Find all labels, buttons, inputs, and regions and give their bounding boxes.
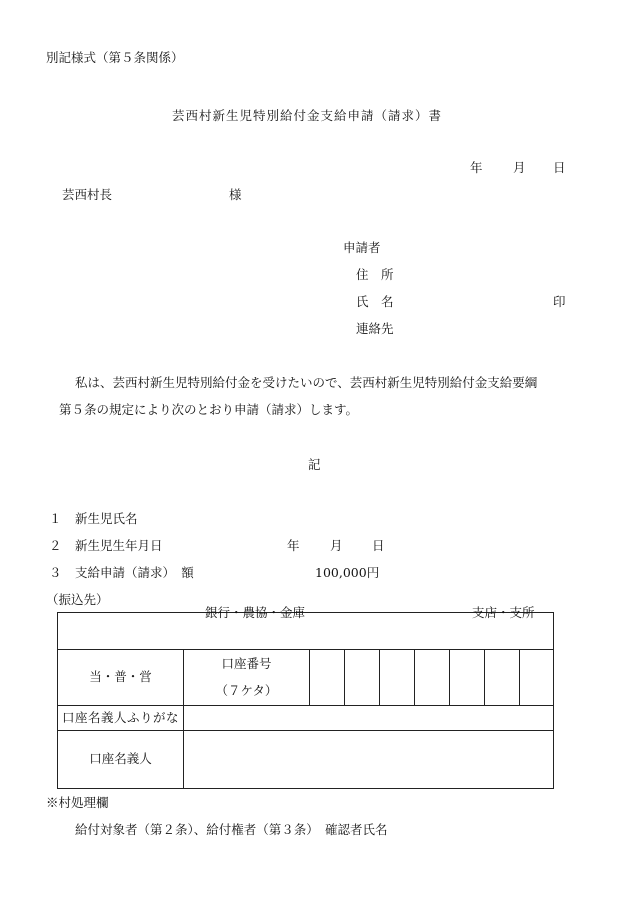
applicant-address-label: 住 所 bbox=[356, 267, 394, 282]
item-3-label: 支給申請（請求） 額 bbox=[75, 565, 194, 580]
date-month: 月 bbox=[513, 160, 526, 175]
holder-label: 口座名義人 bbox=[58, 731, 184, 789]
item-2-year: 年 bbox=[287, 538, 300, 553]
body-text-line-1: 私は、芸西村新生児特別給付金を受けたいので、芸西村新生児特別給付金支給要綱 bbox=[75, 375, 538, 390]
item-2-label: 新生児生年月日 bbox=[75, 538, 163, 553]
bank-types: 銀行・農協・金庫 bbox=[205, 605, 306, 620]
account-digit-box[interactable] bbox=[450, 650, 485, 706]
body-text-line-2: 第５条の規定により次のとおり申請（請求）します。 bbox=[59, 402, 359, 417]
holder-kana-field[interactable] bbox=[184, 706, 554, 731]
form-label: 別記様式（第５条関係） bbox=[46, 50, 184, 65]
addressee-name: 芸西村長 bbox=[62, 187, 113, 202]
applicant-heading: 申請者 bbox=[343, 240, 381, 255]
item-2-month: 月 bbox=[330, 538, 343, 553]
date-day: 日 bbox=[553, 160, 566, 175]
item-1-label: 新生児氏名 bbox=[75, 511, 138, 526]
ki-heading: 記 bbox=[308, 457, 321, 472]
account-digit-box[interactable] bbox=[520, 650, 554, 706]
account-digit-box[interactable] bbox=[380, 650, 415, 706]
item-1-number: １ bbox=[49, 511, 62, 526]
account-number-hint: （７ケタ） bbox=[215, 683, 278, 698]
account-number-label-cell bbox=[184, 650, 310, 706]
account-type-cell[interactable] bbox=[58, 650, 184, 706]
account-number-label: 口座番号 bbox=[221, 655, 272, 671]
document-title: 芸西村新生児特別給付金支給申請（請求）書 bbox=[172, 108, 443, 123]
holder-name-field[interactable] bbox=[184, 731, 554, 789]
addressee-honorific: 様 bbox=[229, 187, 242, 202]
applicant-name-label: 氏 名 bbox=[356, 294, 394, 309]
account-digit-box[interactable] bbox=[310, 650, 345, 706]
branch-types: 支店・支所 bbox=[472, 605, 535, 620]
account-digit-box[interactable] bbox=[485, 650, 520, 706]
account-digit-box[interactable] bbox=[415, 650, 450, 706]
office-use-line: 給付対象者（第２条）、給付権者（第３条） 確認者氏名 bbox=[75, 822, 388, 837]
bank-name-cell[interactable] bbox=[58, 605, 554, 650]
seal-mark: 印 bbox=[553, 294, 566, 309]
item-3-number: ３ bbox=[49, 565, 62, 580]
transfer-label: （振込先） bbox=[46, 592, 109, 607]
holder-kana-label: 口座名義人ふりがな bbox=[58, 706, 184, 731]
applicant-contact-label: 連絡先 bbox=[356, 321, 394, 336]
item-3-amount: 100,000円 bbox=[315, 565, 380, 580]
date-year: 年 bbox=[470, 160, 483, 175]
account-types: 当・普・営 bbox=[89, 669, 152, 685]
bank-account-table bbox=[57, 605, 554, 789]
office-use-heading: ※村処理欄 bbox=[46, 795, 109, 810]
account-digit-box[interactable] bbox=[345, 650, 380, 706]
item-2-day: 日 bbox=[372, 538, 385, 553]
item-2-number: ２ bbox=[49, 538, 62, 553]
